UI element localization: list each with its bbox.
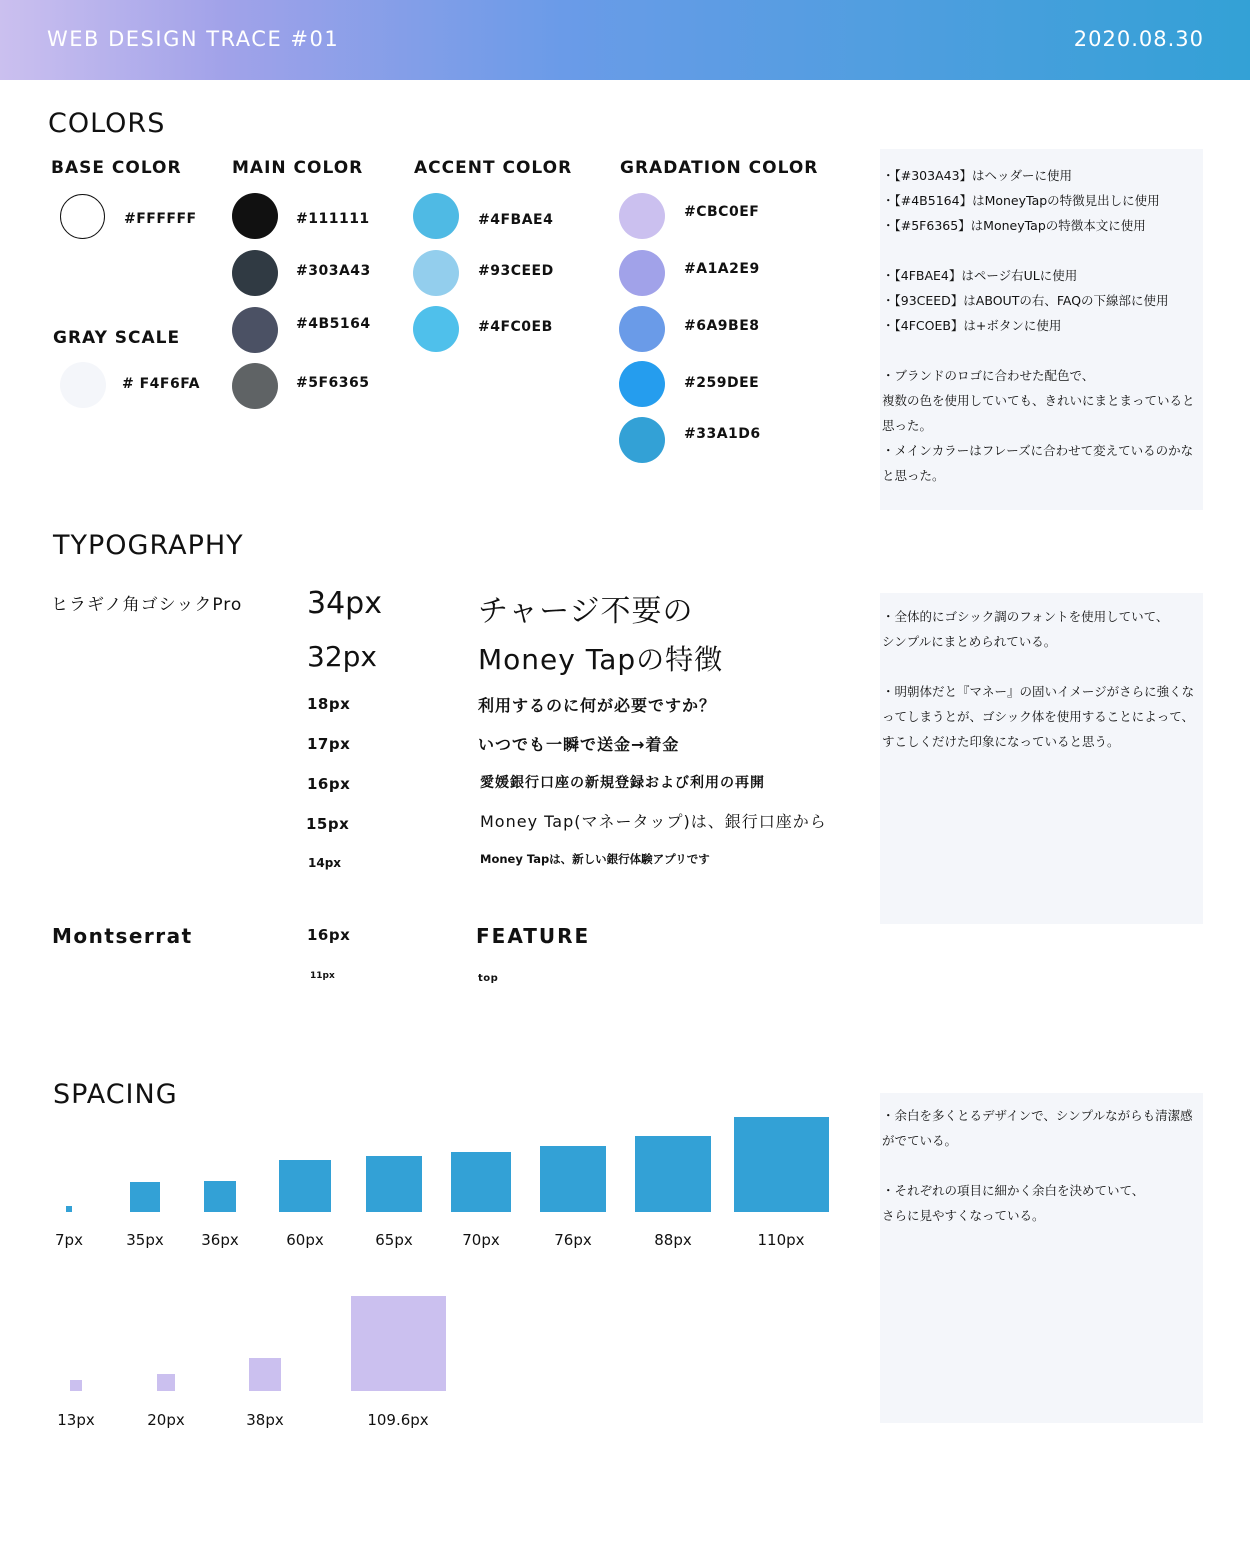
sample-17: いつでも一瞬で送金→着金 xyxy=(478,735,680,754)
size-label-11: 11px xyxy=(310,971,335,981)
spacing-box-7px xyxy=(66,1206,72,1212)
spacing-label: 36px xyxy=(201,1231,239,1249)
sample-16: 愛媛銀行口座の新規登録および利用の再開 xyxy=(480,775,765,791)
spacing-label: 65px xyxy=(375,1231,413,1249)
hex-label: #4FBAE4 xyxy=(478,212,554,228)
spacing-box-38px xyxy=(249,1358,282,1391)
size-label-15: 15px xyxy=(306,815,350,833)
hex-label: # F4F6FA xyxy=(122,376,201,392)
base-color-title: BASE COLOR xyxy=(51,158,182,178)
sample-14: Money Tapは、新しい銀行体験アプリです xyxy=(480,852,710,866)
hex-label: #4B5164 xyxy=(296,316,371,332)
size-label-32: 32px xyxy=(307,640,377,673)
hex-label: #5F6365 xyxy=(296,375,370,391)
spacing-label: 20px xyxy=(147,1411,185,1429)
gray-scale-title: GRAY SCALE xyxy=(53,328,181,348)
spacing-label: 7px xyxy=(55,1231,83,1249)
spacing-box-35px xyxy=(130,1182,160,1212)
spacing-box-36px xyxy=(204,1181,235,1212)
spacing-box-65px xyxy=(366,1156,422,1212)
hex-label: #FFFFFF xyxy=(124,211,197,227)
spacing-label: 76px xyxy=(554,1231,592,1249)
colors-title: COLORS xyxy=(48,108,166,139)
colors-note-text: ・【#303A43】はヘッダーに使用 ・【#4B5164】はMoneyTapの特徴見出しに使用 ・【#5F6365】はMoneyTapの特徴本文に使用 ・【4FBAE4】はページ右ULに使用 ・【93CEED】はABOUTの右、FAQの下線部に使用 ・【4FCOEB】は+ボタンに使用 ・ブランドのロゴに合わせた配色で、 複数の色を使用していても、きれいにまとまっていると思った。 ・メインカラーはフレーズに合わせて変えているのかなと思った。 xyxy=(882,168,1195,483)
accent-color-title: ACCENT COLOR xyxy=(414,158,573,178)
hex-label: #6A9BE8 xyxy=(684,318,760,334)
typography-note-text: ・全体的にゴシック調のフォントを使用していて、 シンプルにまとめられている。 ・明朝体だと『マネー』の固いイメージがさらに強くなってしまうとが、ゴシック体を使用することによって、すこしくだけた印象になっていると思う。 xyxy=(882,609,1195,749)
hex-label: #A1A2E9 xyxy=(684,261,760,277)
spacing-label: 88px xyxy=(654,1231,692,1249)
spacing-note-text: ・余白を多くとるデザインで、シンプルながらも清潔感がでている。 ・それぞれの項目に細かく余白を決めていて、 さらに見やすくなっている。 xyxy=(882,1108,1193,1223)
size-label-18: 18px xyxy=(307,695,351,713)
hex-label: #4FC0EB xyxy=(478,319,553,335)
spacing-label: 60px xyxy=(286,1231,324,1249)
spacing-label: 38px xyxy=(246,1411,284,1429)
size-label-34: 34px xyxy=(307,586,382,621)
size-label-14: 14px xyxy=(308,856,342,870)
spacing-box-109.6px xyxy=(351,1296,446,1391)
hex-label: #303A43 xyxy=(296,263,371,279)
hex-label: #93CEED xyxy=(478,263,554,279)
typography-title: TYPOGRAPHY xyxy=(53,530,244,561)
spacing-label: 13px xyxy=(57,1411,95,1429)
spacing-box-76px xyxy=(540,1146,606,1212)
hex-label: #CBC0EF xyxy=(684,204,760,220)
spacing-box-60px xyxy=(279,1160,331,1212)
main-color-title: MAIN COLOR xyxy=(232,158,364,178)
size-label-16b: 16px xyxy=(307,926,351,944)
spacing-box-13px xyxy=(70,1380,81,1391)
size-label-17: 17px xyxy=(307,735,351,753)
sample-32: Money Tapの特徴 xyxy=(478,643,724,676)
spacing-label: 110px xyxy=(757,1231,805,1249)
spacing-label: 109.6px xyxy=(367,1411,429,1429)
spacing-label: 70px xyxy=(462,1231,500,1249)
gradation-color-title: GRADATION COLOR xyxy=(620,158,819,178)
sample-feature: FEATURE xyxy=(476,924,591,948)
spacing-box-110px xyxy=(734,1117,829,1212)
hex-label: #111111 xyxy=(296,211,370,227)
header-date: 2020.08.30 xyxy=(1073,27,1204,51)
font-name-montserrat: Montserrat xyxy=(52,924,193,948)
size-label-16: 16px xyxy=(307,775,351,793)
spacing-box-88px xyxy=(635,1136,711,1212)
spacing-note-box xyxy=(880,1093,1203,1423)
sample-34: チャージ不要の xyxy=(478,594,694,629)
sample-18: 利用するのに何が必要ですか？ xyxy=(478,696,717,715)
font-name-hiragino: ヒラギノ角ゴシックPro xyxy=(51,595,243,615)
spacing-title: SPACING xyxy=(53,1079,178,1110)
spacing-box-20px xyxy=(157,1374,174,1391)
sample-top: top xyxy=(478,973,499,984)
spacing-box-70px xyxy=(451,1152,511,1212)
hex-label: #33A1D6 xyxy=(684,426,761,442)
spacing-label: 35px xyxy=(126,1231,164,1249)
sample-15: Money Tap(マネータップ)は、銀行口座から xyxy=(480,812,827,831)
hex-label: #259DEE xyxy=(684,375,760,391)
header-title: WEB DESIGN TRACE #01 xyxy=(47,27,340,51)
